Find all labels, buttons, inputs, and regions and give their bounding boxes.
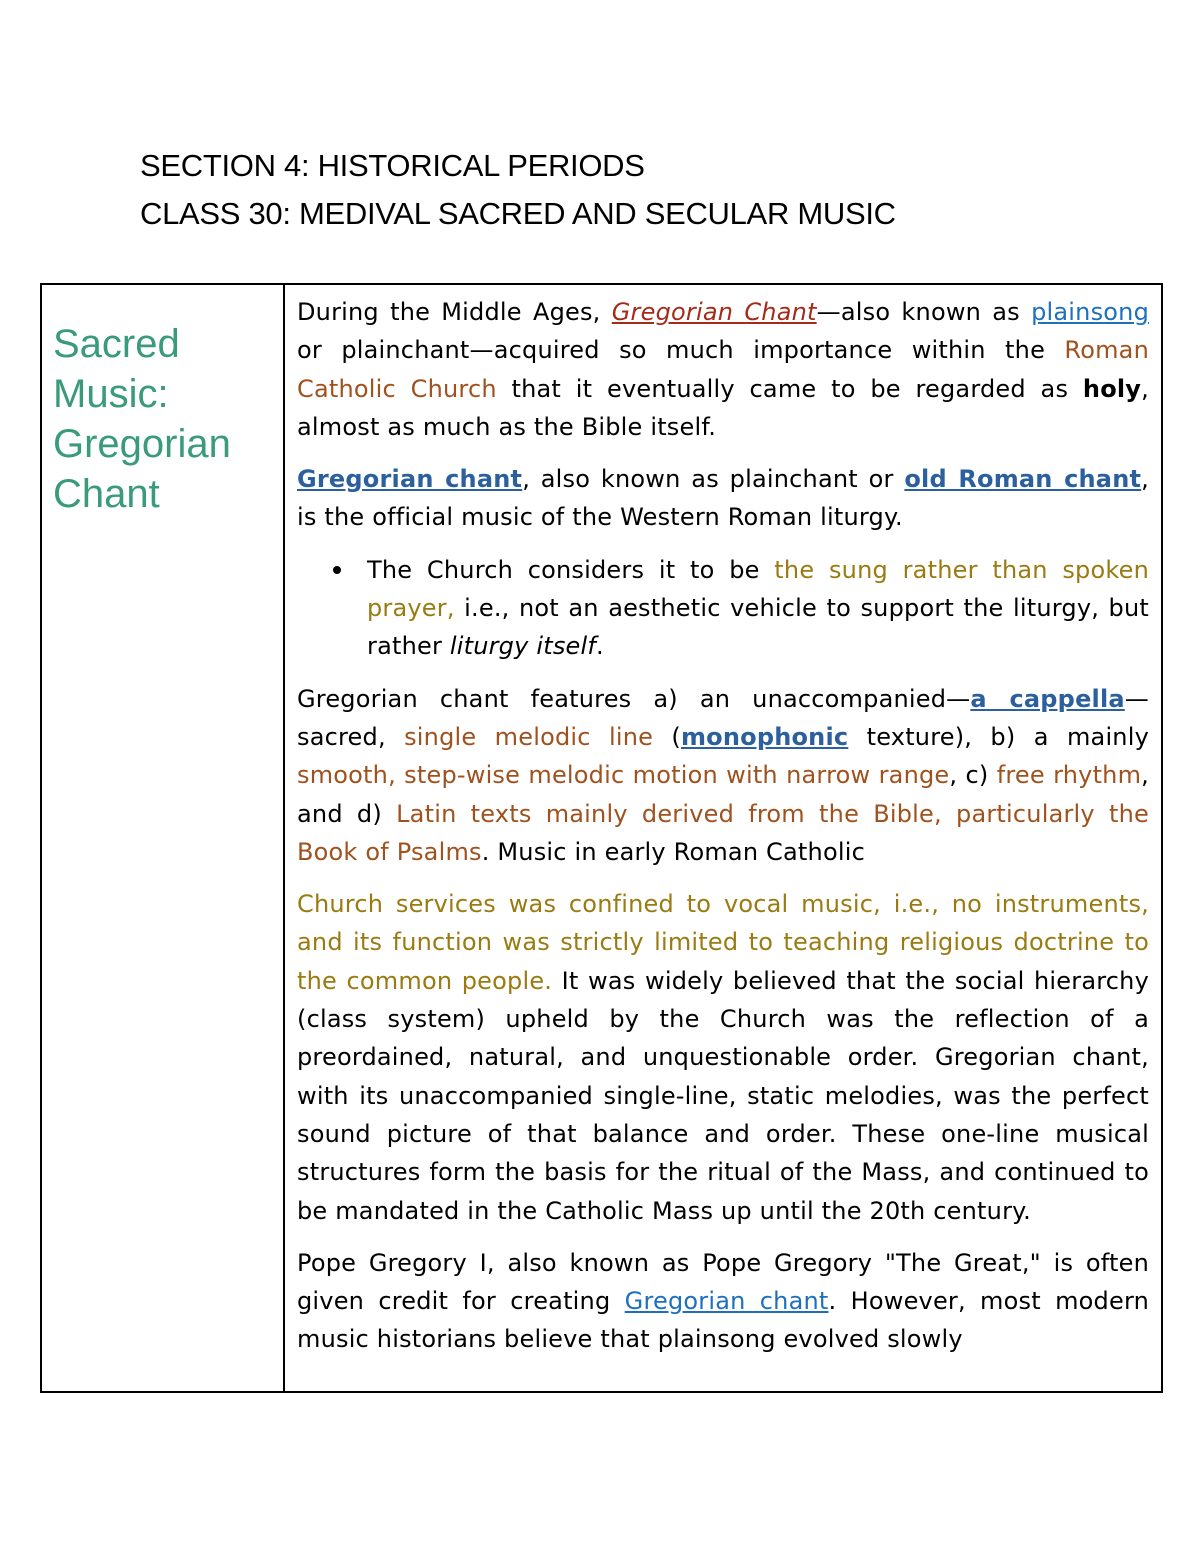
gregorian-chant-link[interactable]: Gregorian chant — [624, 1287, 829, 1316]
topic-line: Music: — [53, 372, 169, 416]
a-cappella-link[interactable]: a cappella — [970, 684, 1125, 713]
bold-text: holy — [1082, 374, 1142, 403]
content-cell — [285, 285, 1161, 1391]
highlight-text: free rhythm — [996, 761, 1142, 790]
highlight-text: the sung rather than spoken prayer, — [367, 555, 1149, 623]
list-item — [367, 551, 1149, 666]
text-span: , also known as plainchant or — [522, 465, 905, 494]
italic-text: liturgy itself — [449, 632, 597, 661]
gregorian-chant-link[interactable]: Gregorian Chant — [611, 298, 817, 326]
text-span: —also known as — [816, 298, 1032, 326]
gregorian-chant-link[interactable]: Gregorian chant — [297, 465, 523, 494]
text-span: , almost as much as the Bible itself. — [297, 374, 1149, 441]
text-span: During the Middle Ages, — [297, 298, 612, 326]
topic-cell — [42, 285, 285, 1391]
bullet-list — [297, 551, 1149, 666]
topic-line: Gregorian — [53, 422, 231, 466]
text-span: The Church considers it to be — [367, 555, 775, 584]
text-span: . Music in early Roman Catholic — [481, 837, 865, 866]
highlight-text: Church services was confined to vocal music, i.e., no instruments, and its function was strictly limited to teaching religious doctrine to the common people. — [297, 890, 1149, 995]
class-heading: CLASS 30: MEDIVAL SACRED AND SECULAR MUSIC — [140, 196, 896, 231]
text-span: . However, most modern music historians believe that plainsong evolved slowly — [297, 1287, 1150, 1354]
text-span: It was widely believed that the social hierarchy (class system) upheld by the Church was the reflection of a preordained, natural, and unquestionable order. Gregorian chant, with its unaccompanied single-line, static melodies, was the perfect sound picture of that balance and order. These one-line musical structures form the basis for the ritual of the Mass, and continued to be mandated in the Catholic Mass up until the 20th century. — [297, 966, 1149, 1225]
highlight-text: Roman Catholic Church — [297, 336, 1149, 403]
highlight-text: smooth, step-wise melodic motion with narrow range — [297, 761, 950, 790]
text-span: or plainchant—acquired so much importance within the — [297, 336, 1065, 365]
text-span: , and d) — [297, 761, 1150, 828]
text-span: , is the official music of the Western Roman liturgy. — [297, 465, 1149, 532]
text-span: that it eventually came to be regarded as — [496, 374, 1083, 403]
monophonic-link[interactable]: monophonic — [680, 722, 849, 751]
text-span: , c) — [949, 761, 997, 790]
text-span: —sacred, — [297, 684, 1149, 751]
highlight-text: single melodic line — [404, 722, 654, 751]
paragraph-church-services — [297, 885, 1149, 1230]
topic-label — [53, 319, 283, 519]
topic-line: Sacred — [53, 322, 180, 366]
paragraph-features — [297, 680, 1149, 871]
topic-line: Chant — [53, 472, 160, 516]
highlight-text: Latin texts mainly derived from the Bible, particularly the Book of Psalms — [297, 799, 1149, 866]
old-roman-chant-link[interactable]: old Roman chant — [904, 465, 1142, 494]
paragraph-middle-ages — [297, 293, 1149, 446]
text-span: Gregorian chant features a) an unaccompanied— — [297, 684, 971, 713]
text-span: ( — [653, 722, 681, 751]
text-span: . — [596, 632, 604, 661]
plainsong-link[interactable]: plainsong — [1031, 298, 1150, 326]
text-span: texture), b) a mainly — [848, 722, 1149, 751]
text-span: i.e., not an aesthetic vehicle to support the liturgy, but rather — [367, 594, 1149, 661]
paragraph-official-music — [297, 460, 1149, 537]
section-heading: SECTION 4: HISTORICAL PERIODS — [140, 148, 645, 183]
paragraph-pope-gregory — [297, 1244, 1149, 1359]
text-span: Pope Gregory I, also known as Pope Gregory "The Great," is often given credit for creating — [297, 1248, 1149, 1316]
content-table — [40, 283, 1163, 1393]
